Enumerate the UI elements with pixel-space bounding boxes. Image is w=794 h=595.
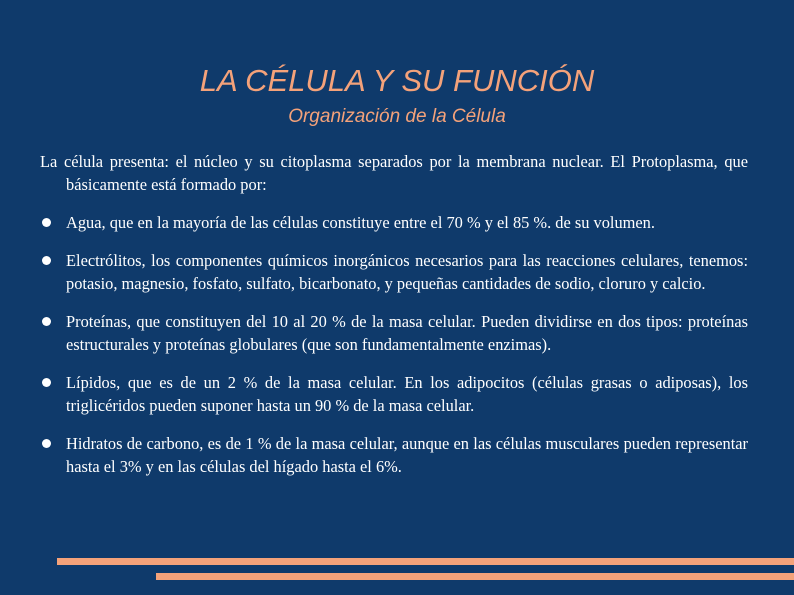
list-item-text: Hidratos de carbono, es de 1 % de la masa celular, aunque en las células musculares pueden representar hasta el 3% y en las células del hígado hasta el 6%. (66, 434, 748, 476)
decorative-bar-bottom (156, 573, 794, 580)
list-item-text: Lípidos, que es de un 2 % de la masa celular. En los adipocitos (células grasas o adiposas), los triglicéridos pueden suponer hasta un 90 % de la masa celular. (66, 373, 748, 415)
bullet-icon (42, 317, 51, 326)
bullet-icon (42, 439, 51, 448)
intro-paragraph: La célula presenta: el núcleo y su citoplasma separados por la membrana nuclear. El Protoplasma, que básicamente está formado por: (40, 152, 748, 194)
list-item-electrolitos (40, 249, 748, 295)
slide-subtitle: Organización de la Célula (288, 106, 506, 127)
list-item-lipidos (40, 371, 748, 417)
list-item-text: Electrólitos, los componentes químicos inorgánicos necesarios para las reacciones celulares, tenemos: potasio, magnesio, fosfato, sulfato, bicarbonato, y pequeñas cantidades de sodio, cloruro y calcio. (66, 251, 748, 293)
bullet-icon (42, 256, 51, 265)
list-item-agua (40, 211, 748, 234)
list-item-hidratos (40, 432, 748, 478)
bullet-icon (42, 218, 51, 227)
list-item-text: Agua, que en la mayoría de las células constituye entre el 70 % y el 85 %. de su volumen. (66, 213, 655, 232)
list-item-text: Proteínas, que constituyen del 10 al 20 % de la masa celular. Pueden dividirse en dos tipos: proteínas estructurales y proteínas globulares (que son fundamentalmente enzimas). (66, 312, 748, 354)
decorative-bar-top (57, 558, 794, 565)
slide-body (40, 150, 748, 493)
bullet-icon (42, 378, 51, 387)
list-item-proteinas (40, 310, 748, 356)
slide-title: LA CÉLULA Y SU FUNCIÓN (199, 63, 595, 98)
